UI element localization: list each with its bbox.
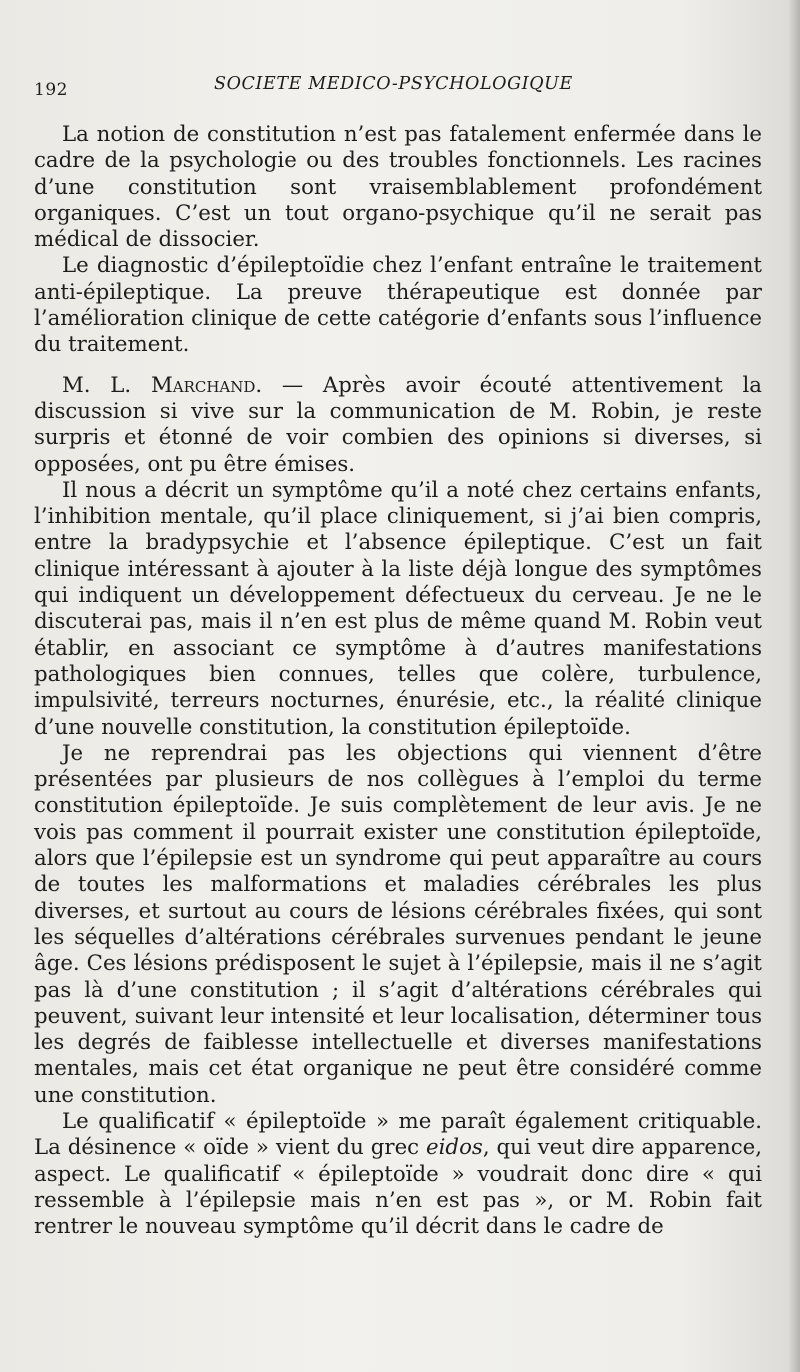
page-edge-shadow <box>788 0 800 1372</box>
paragraph-diagnostic: Le diagnostic d’épileptoïdie chez l’enfant entraîne le traitement anti-épileptique. La preuve thérapeutique est donnée par l’amélioration clinique de cette catégorie d’enfants sous l’influence du traitement. <box>34 253 762 358</box>
marchand-opening: . — Après avoir écouté attentivement la discussion si vive sur la communication de M. Robin, je reste surpris et étonné de voir combien des opinions si diverses, si opposées, ont pu être émises. <box>34 372 762 477</box>
speaker-prefix: M. L. <box>62 372 132 398</box>
page-header <box>34 74 774 104</box>
page-body <box>34 122 762 1240</box>
page-number: 192 <box>34 80 68 100</box>
paragraph-marchand-intro <box>34 373 762 478</box>
speaker-name: Marchand <box>150 372 256 398</box>
paragraph-constitution: La notion de constitution n’est pas fatalement enfermée dans le cadre de la psychologie ou des troubles fonctionnels. Les racines d’une constitution sont vraisemblablement profondément organiques. C’est un tout organo-psychique qu’il ne serait pas médical de dissocier. <box>34 122 762 253</box>
qualificatif-part-1: Le qualificatif « épileptoïde » me paraît également critiquable. La désinence « oïde » vient du grec <box>34 1108 762 1161</box>
running-title: SOCIETE MEDICO-PSYCHOLOGIQUE <box>214 74 573 94</box>
paragraph-qualificatif <box>34 1109 762 1240</box>
qualificatif-part-2: , qui veut dire apparence, aspect. Le qualificatif « épileptoïde » voudrait donc dire « qui ressemble à l’épilepsie mais n’en est pas », or M. Robin fait rentrer le nouveau symptôme qu’il décrit dans le cadre de <box>34 1135 762 1240</box>
qualificatif-italic-word: eidos <box>426 1135 483 1161</box>
paragraph-inhibition: Il nous a décrit un symptôme qu’il a noté chez certains enfants, l’inhibition mentale, qu’il place cliniquement, si j’ai bien compris, entre la bradypsychie et l’absence épileptique. C’est un fait clinique intéressant à ajouter à la liste déjà longue des symptômes qui indiquent un développement défectueux du cerveau. Je ne le discuterai pas, mais il n’en est plus de même quand M. Robin veut établir, en associant ce symptôme à d’autres manifestations pathologiques bien connues, telles que colère, turbulence, impulsivité, terreurs nocturnes, énurésie, etc., la réalité clinique d’une nouvelle constitution, la constitution épileptoïde. <box>34 477 762 740</box>
paragraph-objections: Je ne reprendrai pas les objections qui viennent d’être présentées par plusieurs de nos collègues à l’emploi du terme constitution épileptoïde. Je suis complètement de leur avis. Je ne vois pas comment il pourrait exister une constitution épileptoïde, alors que l’épilepsie est un syndrome qui peut apparaître au cours de toutes les malformations et maladies cérébrales les plus diverses, et surtout au cours de lésions cérébrales fixées, qui sont les séquelles d’altérations cérébrales survenues pendant le jeune âge. Ces lésions prédisposent le sujet à l’épilepsie, mais il ne s’agit pas là d’une constitution ; il s’agit d’altérations cérébrales qui peuvent, suivant leur intensité et leur localisation, déterminer tous les degrés de faiblesse intellectuelle et diverses manifestations mentales, mais cet état organique ne peut être considéré comme une constitution. <box>34 740 762 1108</box>
